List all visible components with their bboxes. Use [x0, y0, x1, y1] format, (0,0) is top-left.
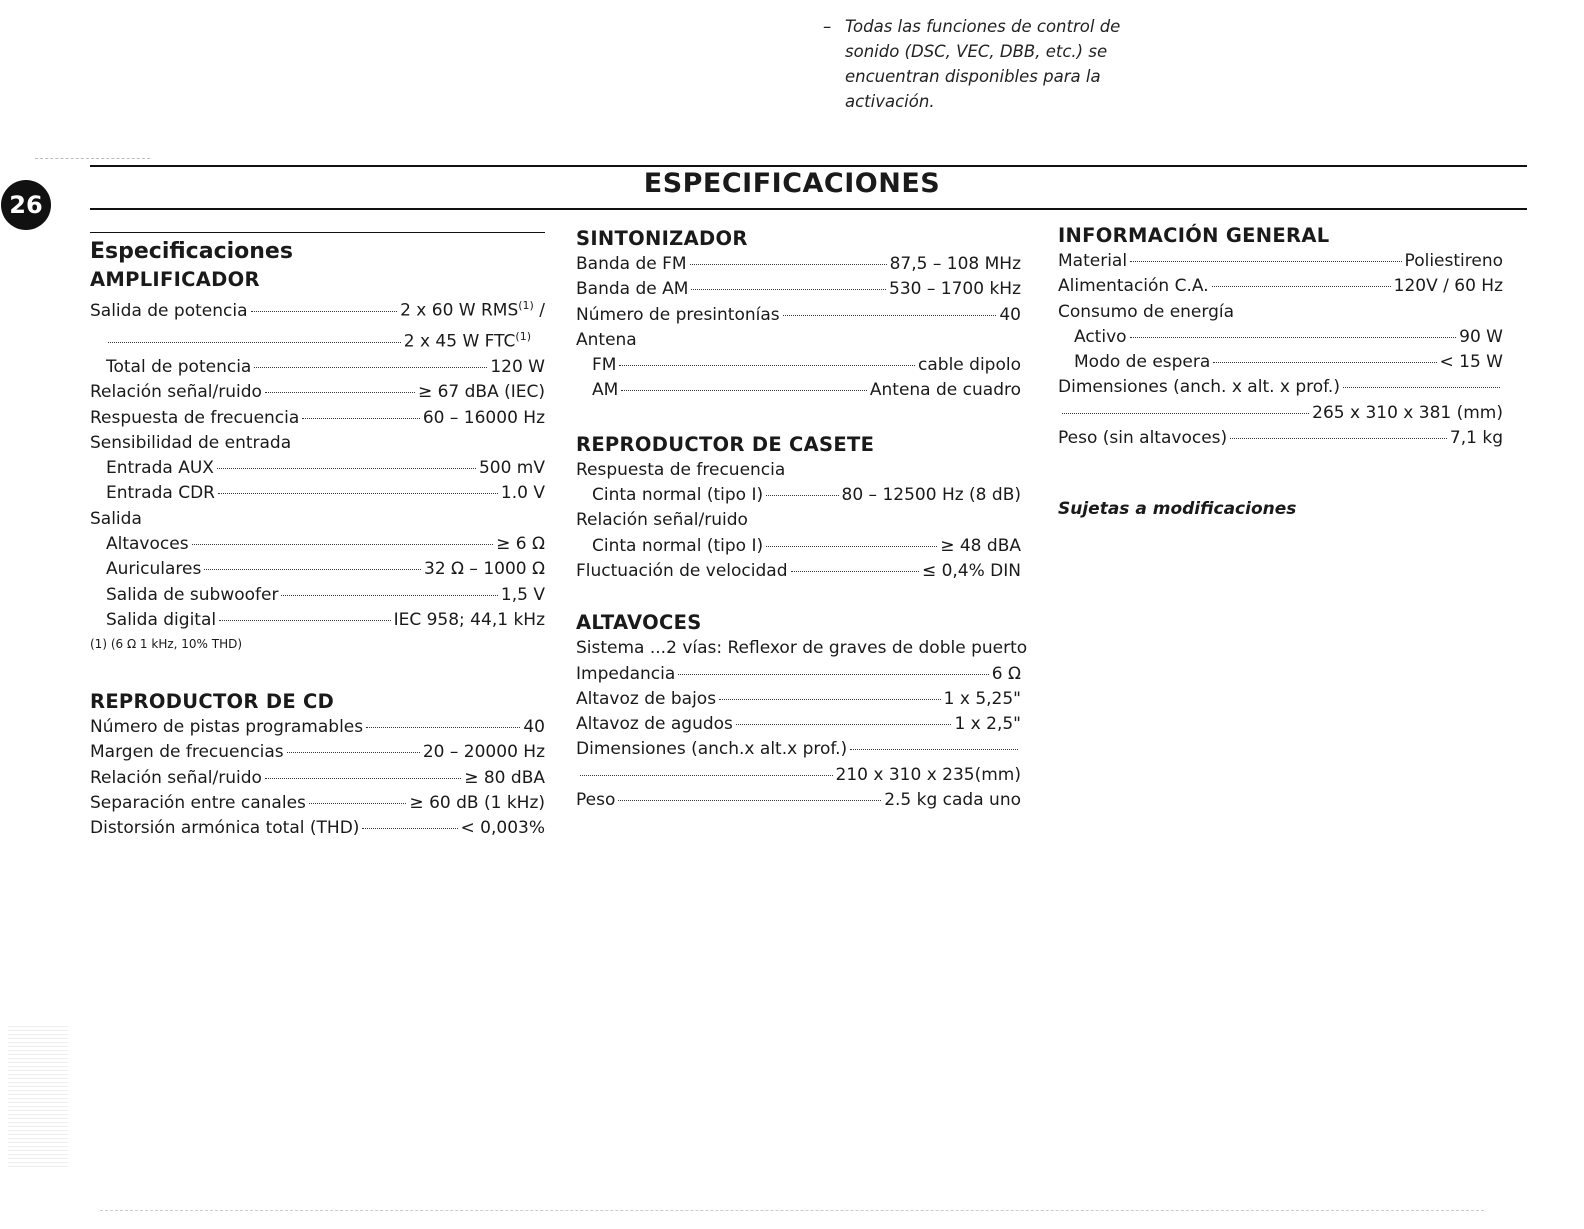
leader-dots	[619, 365, 915, 366]
spec-label: Total de potencia	[106, 356, 252, 377]
spec-value: cable dipolo	[918, 355, 1021, 376]
leader-dots	[766, 495, 838, 496]
spec-row	[90, 557, 545, 582]
heading-amplificador: AMPLIFICADOR	[90, 268, 260, 291]
note-line: activación.	[845, 92, 935, 111]
spec-label: Alimentación C.A.	[1058, 276, 1209, 297]
spec-row	[90, 608, 545, 633]
leader-dots	[1130, 337, 1457, 338]
spec-value: 32 Ω – 1000 Ω	[424, 559, 545, 580]
leader-dots	[287, 752, 420, 753]
spec-label: Separación entre canales	[90, 793, 306, 814]
heading-reproductor-cd: REPRODUCTOR DE CD	[90, 690, 335, 714]
spec-label: Activo	[1074, 326, 1127, 347]
leader-dots	[1062, 413, 1309, 414]
leader-dots	[281, 595, 497, 596]
spec-value: ≥ 48 dBA	[940, 535, 1021, 556]
spec-row	[576, 788, 1021, 813]
spec-row	[90, 380, 545, 405]
spec-value: 265 x 310 x 381 (mm)	[1312, 402, 1503, 423]
spec-row	[576, 662, 1021, 687]
spec-value: 120V / 60 Hz	[1393, 276, 1503, 297]
spec-row	[90, 406, 545, 431]
leader-dots	[362, 828, 457, 829]
header-rule-top	[90, 165, 1527, 167]
leader-dots	[621, 390, 867, 391]
leader-dots	[791, 571, 919, 572]
spec-value: 1.0 V	[500, 483, 545, 504]
spec-value: 6 Ω	[991, 663, 1021, 684]
leader-dots	[366, 727, 520, 728]
header-rule-bottom	[90, 208, 1527, 210]
spec-value: 60 – 16000 Hz	[422, 407, 545, 428]
spec-label: Relación señal/ruido	[90, 382, 262, 403]
note-line: Todas las funciones de control de	[845, 17, 1121, 36]
spec-value: 1 x 2,5"	[954, 714, 1021, 735]
spec-row	[576, 636, 1028, 661]
spec-row	[576, 353, 1021, 378]
spec-label: Material	[1058, 251, 1128, 271]
spec-label: Entrada AUX	[106, 458, 214, 479]
spec-value-tail: /	[533, 300, 545, 321]
spec-row	[576, 559, 1021, 584]
spec-label: Altavoz de agudos	[576, 714, 733, 735]
spec-value-text: 2 x 45 W FTC	[403, 331, 516, 352]
spec-row	[576, 277, 1021, 302]
spec-label: Sistema ...	[576, 638, 667, 659]
leader-dots	[783, 315, 997, 316]
spec-value: 40	[523, 717, 545, 738]
spec-group-label: Relación señal/ruido	[576, 510, 748, 531]
spec-value: ≥ 80 dBA	[464, 767, 545, 788]
spec-label: Fluctuación de velocidad	[576, 560, 788, 581]
spec-value-text: 2 x 60 W RMS	[400, 300, 519, 321]
footnote-ref: (1)	[515, 329, 531, 343]
leader-dots	[850, 749, 1018, 750]
leader-dots	[218, 493, 498, 494]
spec-row	[1058, 401, 1503, 426]
page-title: ESPECIFICACIONES	[643, 168, 941, 199]
leader-dots	[1230, 438, 1447, 439]
spec-row	[90, 481, 545, 506]
spec-row	[576, 737, 1021, 762]
spec-value: ≥ 67 dBA (IEC)	[417, 382, 545, 403]
spec-label: Salida de subwoofer	[106, 584, 279, 605]
spec-row	[576, 483, 1021, 508]
spec-value: ≤ 0,4% DIN	[921, 560, 1021, 581]
leader-dots	[219, 620, 390, 621]
spec-group-label: Antena	[576, 329, 637, 350]
spec-row	[576, 763, 1021, 788]
spec-row	[90, 740, 545, 765]
heading-informacion-general: INFORMACIÓN GENERAL	[1058, 224, 1330, 247]
spec-value	[400, 293, 545, 324]
leader-dots	[691, 289, 886, 290]
spec-row	[1058, 274, 1503, 299]
spec-label: Altavoz de bajos	[576, 688, 717, 709]
spec-row	[576, 712, 1021, 737]
spec-label: Distorsión armónica total (THD)	[90, 818, 360, 839]
spec-value: Poliestireno	[1404, 251, 1503, 271]
spec-label: Salida de potencia	[90, 300, 248, 321]
spec-value: 210 x 310 x 235(mm)	[835, 764, 1021, 785]
spec-label: Dimensiones (anch.x alt.x prof.)	[576, 739, 848, 760]
leader-dots	[736, 724, 952, 725]
column-tuner-cassette-speakers	[576, 226, 1028, 813]
spec-label: Dimensiones (anch. x alt. x prof.)	[1058, 377, 1340, 398]
scan-artifact	[100, 1210, 1484, 1211]
spec-row	[90, 791, 545, 816]
spec-row	[90, 324, 545, 355]
spec-row	[90, 456, 545, 481]
spec-value: 2 vías: Reflexor de graves de doble puerto	[666, 638, 1028, 659]
spec-row	[1058, 249, 1503, 274]
spec-row	[576, 534, 1021, 559]
spec-value: 87,5 – 108 MHz	[889, 254, 1021, 274]
spec-value: 90 W	[1459, 326, 1503, 347]
spec-value	[404, 324, 531, 355]
leader-dots	[108, 342, 401, 343]
spec-value: IEC 958; 44,1 kHz	[393, 609, 545, 630]
note-line: sonido (DSC, VEC, DBB, etc.) se	[845, 42, 1108, 61]
leader-dots	[580, 775, 833, 776]
leader-dots	[251, 311, 398, 312]
note-line: encuentran disponibles para la	[845, 67, 1101, 86]
spec-row	[90, 715, 545, 740]
spec-value: ≥ 60 dB (1 kHz)	[409, 793, 545, 814]
spec-label: Número de presintonías	[576, 304, 780, 325]
spec-row	[576, 687, 1021, 712]
scan-artifact	[8, 1025, 68, 1167]
spec-label: Relación señal/ruido	[90, 767, 262, 788]
footnote-ref: (1)	[518, 299, 534, 312]
leader-dots	[192, 544, 494, 545]
spec-label: Peso (sin altavoces)	[1058, 428, 1228, 449]
leader-dots	[302, 418, 420, 419]
spec-value: 40	[999, 304, 1021, 325]
page-number-badge: 26	[1, 180, 51, 230]
spec-value: < 15 W	[1439, 352, 1503, 373]
spec-row	[1058, 375, 1503, 400]
spec-group-label: Consumo de energía	[1058, 301, 1235, 322]
leader-dots	[618, 800, 881, 801]
spec-row	[90, 293, 545, 324]
spec-value: 1,5 V	[500, 584, 545, 605]
spec-label: Respuesta de frecuencia	[90, 407, 300, 428]
spec-group-label: Salida	[90, 508, 142, 529]
heading-sintonizador: SINTONIZADOR	[576, 227, 748, 250]
spec-label: AM	[592, 380, 619, 401]
subject-to-change-note: Sujetas a modificaciones	[1058, 499, 1297, 520]
spec-label: FM	[592, 355, 617, 376]
spec-value: 500 mV	[478, 458, 545, 479]
spec-value: 1 x 5,25"	[943, 688, 1021, 709]
spec-row	[90, 532, 545, 557]
spec-label: Margen de frecuencias	[90, 742, 284, 763]
spec-label: Peso	[576, 790, 616, 811]
spec-row	[90, 816, 545, 841]
spec-value: 80 – 12500 Hz (8 dB)	[841, 485, 1021, 506]
spec-label: Banda de AM	[576, 279, 689, 300]
leader-dots	[1130, 261, 1401, 262]
spec-row	[1058, 426, 1503, 451]
scan-artifact	[35, 158, 150, 159]
note-dash: –	[823, 17, 832, 36]
section-title: Especificaciones	[90, 239, 293, 264]
spec-row	[1058, 325, 1503, 350]
spec-group-label: Sensibilidad de entrada	[90, 432, 292, 453]
spec-row	[90, 766, 545, 791]
leader-dots	[690, 264, 887, 265]
leader-dots	[309, 803, 407, 804]
spec-value: < 0,003%	[460, 818, 545, 839]
intro-note	[823, 14, 1123, 114]
leader-dots	[204, 569, 421, 570]
leader-dots	[1213, 362, 1436, 363]
leader-dots	[766, 546, 937, 547]
spec-label: Salida digital	[106, 609, 217, 630]
spec-row	[576, 303, 1021, 328]
spec-value: 2.5 kg cada uno	[884, 790, 1021, 811]
column-general-info	[1058, 223, 1503, 519]
spec-label: Altavoces	[106, 533, 189, 554]
spec-row	[576, 378, 1021, 403]
spec-label: Auriculares	[106, 559, 202, 580]
leader-dots	[1343, 387, 1500, 388]
heading-reproductor-casete: REPRODUCTOR DE CASETE	[576, 432, 875, 456]
spec-label: Número de pistas programables	[90, 717, 364, 738]
spec-row	[90, 355, 545, 380]
spec-row	[1058, 350, 1503, 375]
leader-dots	[217, 468, 476, 469]
leader-dots	[719, 699, 941, 700]
leader-dots	[265, 392, 415, 393]
spec-value: Antena de cuadro	[869, 380, 1021, 401]
spec-label: Cinta normal (tipo I)	[592, 485, 764, 506]
spec-row	[90, 583, 545, 608]
leader-dots	[254, 367, 487, 368]
spec-label: Banda de FM	[576, 254, 687, 274]
spec-label: Impedancia	[576, 663, 676, 684]
spec-label: Entrada CDR	[106, 483, 215, 504]
spec-value: 530 – 1700 kHz	[889, 279, 1021, 300]
footnote: (1) (6 Ω 1 kHz, 10% THD)	[90, 637, 243, 652]
spec-row	[576, 252, 1021, 277]
spec-group-label: Respuesta de frecuencia	[576, 459, 786, 480]
column-amplifier-cd	[90, 232, 545, 842]
spec-label: Cinta normal (tipo I)	[592, 535, 764, 556]
spec-value: ≥ 6 Ω	[496, 533, 545, 554]
spec-value: 120 W	[490, 356, 545, 377]
leader-dots	[678, 674, 988, 675]
leader-dots	[1212, 286, 1391, 287]
spec-value: 7,1 kg	[1449, 428, 1503, 449]
heading-altavoces: ALTAVOCES	[576, 611, 702, 635]
spec-label: Modo de espera	[1074, 352, 1211, 373]
spec-value: 20 – 20000 Hz	[422, 742, 545, 763]
leader-dots	[265, 778, 461, 779]
